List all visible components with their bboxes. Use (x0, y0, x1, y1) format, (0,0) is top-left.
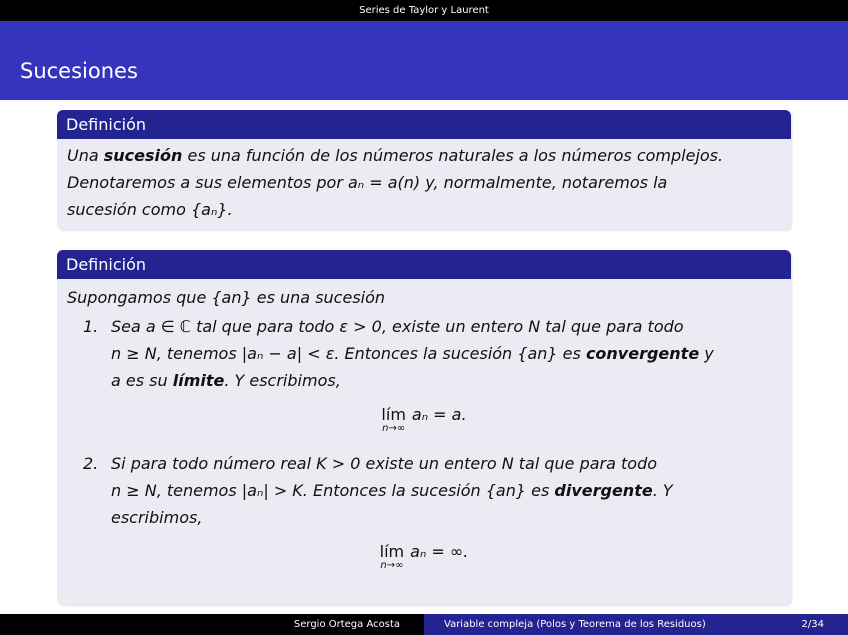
term-divergente: divergente (554, 481, 653, 500)
block-1-body (57, 139, 791, 227)
term-sucesion: sucesión (103, 146, 183, 165)
definition-list (67, 313, 781, 577)
item-2-line-3: escribimos, (111, 508, 203, 527)
item-1-line-1: Sea a ∈ ℂ tal que para todo ε > 0, existe un entero N tal que para todo (111, 317, 684, 336)
item-1-line-3 (111, 367, 781, 394)
text: es una función de los números naturales a los números complejos. (182, 146, 724, 165)
block-1-title: Definición (57, 110, 791, 139)
frame-title-bar (0, 21, 848, 100)
limit-body: aₙ = ∞. (410, 542, 469, 561)
lim-word: lím (379, 542, 405, 561)
definition-block-2 (57, 250, 791, 605)
text: . Y (652, 481, 673, 500)
text: n ≥ N, tenemos |aₙ| > K. Entonces la sucesión {an} es (111, 481, 555, 500)
item-2-line-2 (111, 477, 781, 504)
list-number: 2. (83, 454, 99, 473)
block-2-body (57, 279, 791, 591)
block-2-title: Definición (57, 250, 791, 279)
text: Una (67, 146, 104, 165)
limit-equation-1 (67, 406, 781, 440)
term-limite: límite (172, 371, 225, 390)
limit-body: aₙ = a. (411, 405, 467, 424)
list-item-divergent (67, 450, 781, 577)
item-1-line-2 (111, 340, 781, 367)
text: a es su (111, 371, 173, 390)
text: n ≥ N, tenemos |aₙ − a| < ε. Entonces la sucesión {an} es (111, 344, 586, 363)
block-1-line-3: sucesión como {aₙ}. (67, 200, 233, 219)
lim-subscript: n→∞ (382, 423, 406, 434)
footer-author: Sergio Ortega Acosta (0, 614, 424, 635)
item-2-line-1: Si para todo número real K > 0 existe un entero N tal que para todo (111, 454, 658, 473)
limit-operator (380, 543, 404, 571)
footer (0, 614, 848, 635)
footer-right-panel (424, 614, 848, 635)
footer-page-number: 2/34 (801, 619, 824, 630)
header-running-title: Series de Taylor y Laurent (0, 0, 848, 21)
list-number: 1. (83, 317, 99, 336)
block-2-intro: Supongamos que {an} es una sucesión (67, 288, 386, 307)
lim-word: lím (381, 405, 406, 424)
block-1-line-2: Denotaremos a sus elementos por aₙ = a(n) y, normalmente, notaremos la (67, 173, 668, 192)
list-item-convergent (67, 313, 781, 440)
definition-block-1 (57, 110, 791, 230)
block-1-line-1 (67, 142, 781, 169)
term-convergente: convergente (585, 344, 700, 363)
text: y (699, 344, 714, 363)
limit-equation-2 (67, 543, 781, 577)
text: . Y escribimos, (224, 371, 341, 390)
frame-title: Sucesiones (20, 59, 138, 83)
footer-short-title: Variable compleja (Polos y Teorema de los Residuos) (444, 619, 706, 630)
lim-subscript: n→∞ (380, 560, 404, 571)
limit-operator (381, 406, 405, 434)
